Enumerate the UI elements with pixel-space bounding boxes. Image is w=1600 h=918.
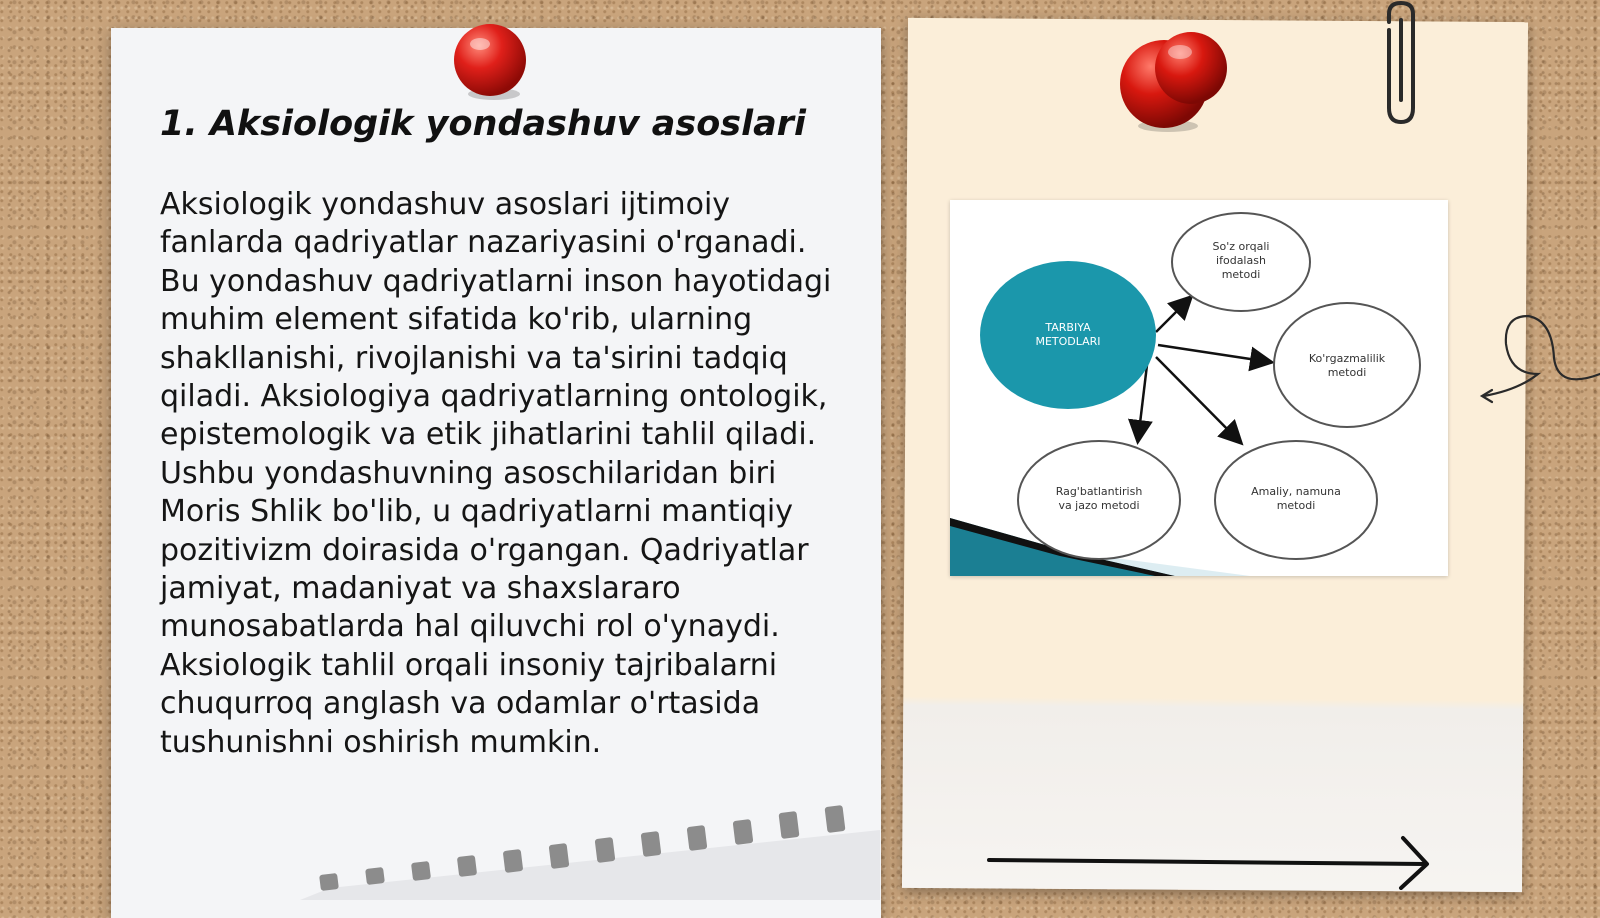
slide-body-text: Aksiologik yondashuv asoslari ijtimoiy fanlarda qadriyatlar nazariyasini o'rganadi. Bu yondashuv qadriyatlarni inson hayotidagi muhim element sifatida ko'rib, ularning shakllanishi, rivojlanishi va ta'sirini tadqiq qiladi. Aksiologiya qadriyatlarning ontologik, epistemologik va etik jihatlarini tahlil qiladi. Ushbu yondashuvning asoschilaridan biri Moris Shlik bo'lib, u qadriyatlarni mantiqiy pozitivizm doirasida o'rgangan. Qadriyatlar jamiyat, madaniyat va shaxslararo munosabatlarda hal qiluvchi rol o'ynaydi. Aksiologik tahlil orqali insoniy tajribalarni chuqurroq anglash va odamlar o'rtasida tushunishni oshirish mumkin. bbox=[160, 187, 832, 760]
torn-notebook-strip bbox=[300, 790, 880, 900]
methods-diagram-graphic bbox=[950, 200, 1448, 576]
arrow-to-node2 bbox=[1158, 345, 1270, 362]
center-node-label-1: TARBIYA bbox=[1045, 321, 1091, 334]
node-visual-method-label-1: Ko'rgazmalilik bbox=[1308, 352, 1386, 365]
node-reward-method-label-2: va jazo metodi bbox=[1058, 499, 1140, 512]
methods-diagram bbox=[950, 200, 1448, 576]
arrow-to-node4 bbox=[1156, 357, 1240, 442]
node-word-method-label-2: ifodalash bbox=[1216, 254, 1266, 267]
slide-title: 1. Aksiologik yondashuv asoslari bbox=[160, 104, 806, 144]
node-practical-method-label-2: metodi bbox=[1276, 499, 1316, 512]
paper-clip-icon bbox=[1375, 0, 1421, 126]
arrow-right-icon bbox=[985, 830, 1445, 890]
squiggle-arrow-icon bbox=[1478, 312, 1600, 412]
push-pin-icon bbox=[1120, 30, 1230, 134]
push-pin-icon bbox=[452, 20, 532, 102]
center-node-label-2: METODLARI bbox=[1035, 335, 1101, 348]
node-word-method-label-1: So'z orqali bbox=[1212, 240, 1270, 253]
node-visual-method bbox=[1274, 303, 1420, 427]
arrow-to-node1 bbox=[1156, 298, 1190, 332]
node-reward-method-label-1: Rag'batlantirish bbox=[1055, 485, 1143, 498]
node-word-method-label-3: metodi bbox=[1221, 268, 1261, 281]
node-visual-method-label-2: metodi bbox=[1327, 366, 1367, 379]
node-practical-method-label-1: Amaliy, namuna bbox=[1251, 485, 1341, 498]
